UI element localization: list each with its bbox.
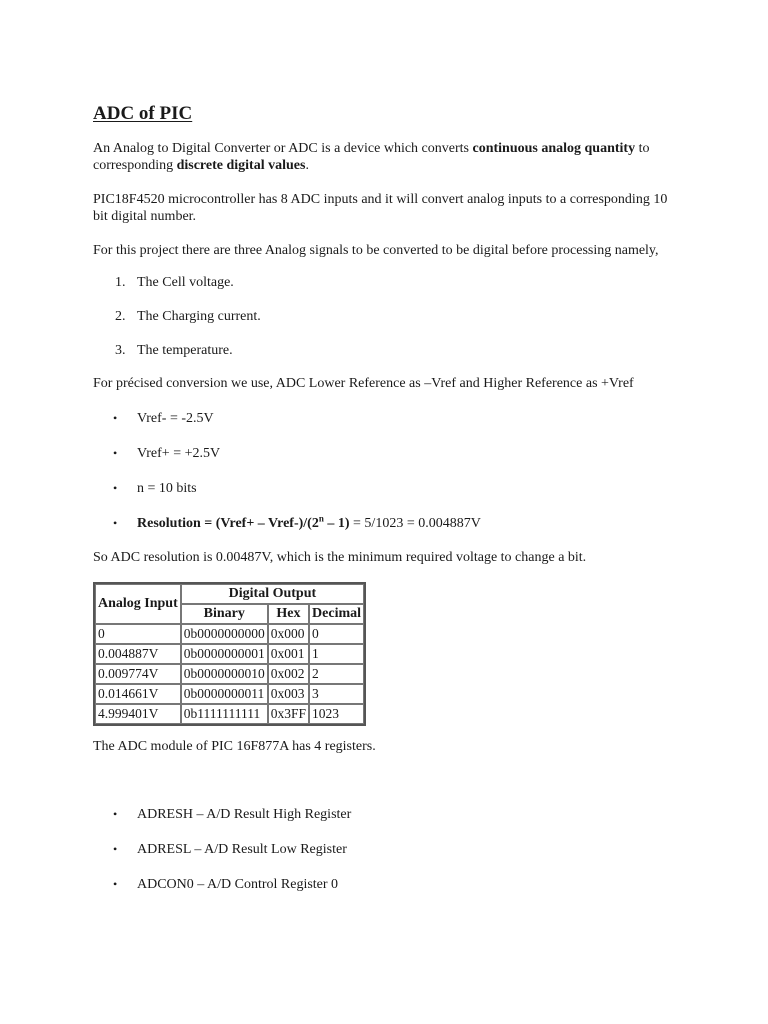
header-hex: Hex <box>268 604 309 624</box>
cell-binary: 0b1111111111 <box>181 704 268 724</box>
reference-paragraph: For précised conversion we use, ADC Lower Reference as –Vref and Higher Reference as +Vref <box>93 376 634 391</box>
registers-paragraph: The ADC module of PIC 16F877A has 4 registers. <box>93 739 376 754</box>
list-text: The Charging current. <box>137 309 261 324</box>
table-row <box>95 644 364 664</box>
list-number: 1. <box>115 275 126 290</box>
list-text: ADRESH – A/D Result High Register <box>137 807 352 822</box>
cell-binary: 0b0000000010 <box>181 664 268 684</box>
list-text: The temperature. <box>137 343 233 358</box>
table-row <box>95 624 364 644</box>
cell-decimal: 2 <box>309 664 364 684</box>
cell-decimal: 1 <box>309 644 364 664</box>
cell-analog: 0.009774V <box>95 664 181 684</box>
header-digital-output: Digital Output <box>181 584 364 604</box>
list-number: 3. <box>115 343 126 358</box>
bullet-icon: • <box>113 842 118 856</box>
intro-bold-2: discrete digital values <box>176 158 306 173</box>
table-header-row <box>95 584 364 604</box>
adc-table <box>93 582 366 726</box>
page-title: ADC of PIC <box>93 103 193 124</box>
cell-hex: 0x002 <box>268 664 309 684</box>
resolution-bold-b: – 1) <box>323 516 350 531</box>
bullet-icon: • <box>113 877 118 891</box>
bullet-icon: • <box>113 481 118 495</box>
list-text: ADCON0 – A/D Control Register 0 <box>137 877 339 892</box>
signals-paragraph: For this project there are three Analog signals to be converted to be digital before processing namely, <box>93 243 659 258</box>
resolution-bold-a: Resolution = (Vref+ – Vref-)/(2 <box>137 516 319 531</box>
cell-decimal: 3 <box>309 684 364 704</box>
list-item <box>93 876 683 893</box>
list-item <box>93 806 683 823</box>
resolution-exponent: n <box>318 513 324 524</box>
document-page <box>93 103 683 893</box>
list-item <box>93 480 683 497</box>
pic-paragraph: PIC18F4520 microcontroller has 8 ADC inputs and it will convert analog inputs to a corresponding 10 bit digital number. <box>93 192 668 224</box>
signals-list <box>93 274 683 359</box>
header-analog-input: Analog Input <box>95 584 181 624</box>
intro-paragraph <box>93 140 683 174</box>
cell-binary: 0b0000000011 <box>181 684 268 704</box>
cell-analog: 0.014661V <box>95 684 181 704</box>
cell-hex: 0x000 <box>268 624 309 644</box>
list-item <box>93 841 683 858</box>
table-row <box>95 664 364 684</box>
list-item <box>93 342 683 359</box>
resolution-formula <box>137 515 481 532</box>
intro-text-2: to corresponding <box>93 141 650 173</box>
vref-list <box>93 410 683 532</box>
resolution-result: = 5/1023 = 0.004887V <box>349 516 481 531</box>
list-item <box>93 308 683 325</box>
cell-analog: 4.999401V <box>95 704 181 724</box>
table-row <box>95 704 364 724</box>
header-decimal: Decimal <box>309 604 364 624</box>
intro-text-1: An Analog to Digital Converter or ADC is a device which converts <box>93 141 473 156</box>
cell-binary: 0b0000000001 <box>181 644 268 664</box>
intro-bold-1: continuous analog quantity <box>472 141 636 156</box>
list-item <box>93 515 683 532</box>
list-item <box>93 410 683 427</box>
bullet-icon: • <box>113 807 118 821</box>
cell-hex: 0x3FF <box>268 704 309 724</box>
table-row <box>95 684 364 704</box>
list-text: The Cell voltage. <box>137 275 234 290</box>
list-text: ADRESL – A/D Result Low Register <box>137 842 347 857</box>
list-text: n = 10 bits <box>137 481 197 496</box>
list-item <box>93 445 683 462</box>
list-text: Vref+ = +2.5V <box>137 446 221 461</box>
cell-hex: 0x003 <box>268 684 309 704</box>
list-number: 2. <box>115 309 126 324</box>
cell-binary: 0b0000000000 <box>181 624 268 644</box>
cell-decimal: 1023 <box>309 704 364 724</box>
cell-hex: 0x001 <box>268 644 309 664</box>
bullet-icon: • <box>113 411 118 425</box>
header-binary: Binary <box>181 604 268 624</box>
cell-analog: 0 <box>95 624 181 644</box>
resolution-paragraph: So ADC resolution is 0.00487V, which is the minimum required voltage to change a bit. <box>93 550 587 565</box>
bullet-icon: • <box>113 446 118 460</box>
list-item <box>93 274 683 291</box>
registers-list <box>93 806 683 893</box>
cell-analog: 0.004887V <box>95 644 181 664</box>
intro-text-3: . <box>305 158 309 173</box>
bullet-icon: • <box>113 516 118 530</box>
cell-decimal: 0 <box>309 624 364 644</box>
list-text: Vref- = -2.5V <box>137 411 214 426</box>
